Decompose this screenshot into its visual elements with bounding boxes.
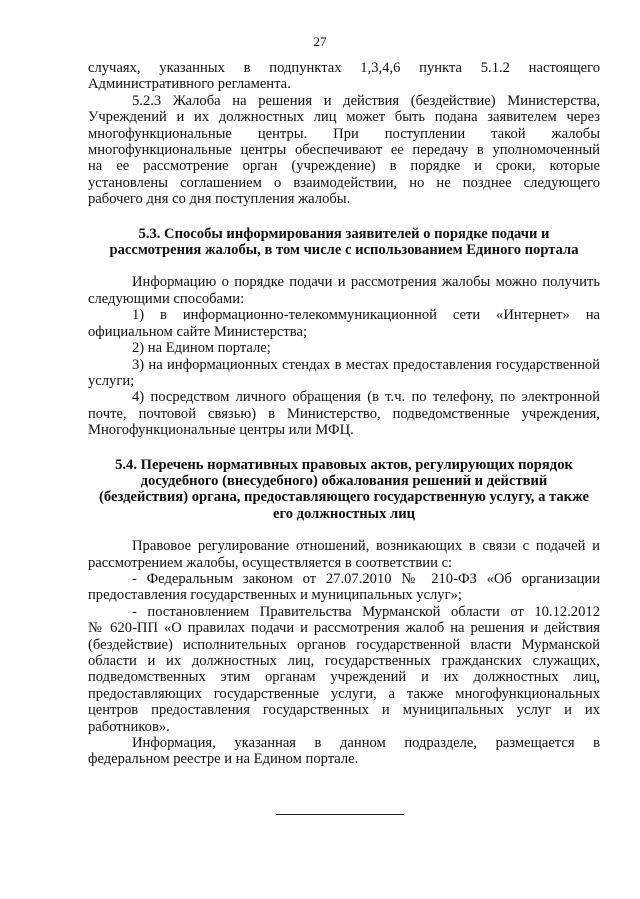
list-item: 2) на Едином портале; <box>132 340 271 357</box>
closing-divider <box>276 814 404 815</box>
section-heading-5-4: его должностных лиц <box>272 505 416 522</box>
text-line: Учреждений и их должностных лиц может быть подана заявителем через <box>88 109 600 126</box>
text-line: № 620-ПП «О правилах подачи и рассмотрения жалоб на решения и действия <box>88 620 600 637</box>
list-item: 1) в информационно-телекоммуникационной сети «Интернет» на <box>132 307 600 324</box>
text-line: Административного регламента. <box>88 76 291 93</box>
text-line: центров предоставления государственных и муниципальных услуг и их <box>88 702 600 719</box>
text-line: федеральном реестре и на Едином портале. <box>88 751 359 768</box>
text-line: работников». <box>88 718 170 735</box>
text-line: почте, почтовой связью) в Министерство, подведомственные учреждения, <box>88 405 600 422</box>
section-heading-5-3: 5.3. Способы информирования заявителей о порядке подачи и <box>138 225 550 242</box>
list-item: - постановлением Правительства Мурманской области от 10.12.2012 <box>132 603 600 620</box>
list-item: 4) посредством личного обращения (в т.ч. по телефону, по электронной <box>132 389 600 406</box>
text-line: подведомственных этим органам учреждений и их должностных лиц, <box>88 669 600 686</box>
text-line: предоставляющих государственные услуги, а также многофункциональных <box>88 685 600 702</box>
list-item: - Федеральным законом от 27.07.2010 № 210-ФЗ «Об организации <box>132 570 600 587</box>
list-item: 3) на информационных стендах в местах предоставления государственной <box>132 356 600 373</box>
text-line: (бездействие) исполнительных органов государственной власти Мурманской <box>88 636 600 653</box>
text-line: официальном сайте Министерства; <box>88 323 308 340</box>
section-heading-5-3: рассмотрения жалобы, в том числе с использованием Единого портала <box>109 242 579 259</box>
page-number: 27 <box>313 34 327 49</box>
text-line: многофункциональные центры. При поступлении такой жалобы <box>88 125 600 142</box>
text-line: Многофункциональные центры или МФЦ. <box>88 422 354 439</box>
section-heading-5-4: 5.4. Перечень нормативных правовых актов, регулирующих порядок <box>115 456 573 473</box>
text-line: установлены соглашением о взаимодействии, но не позднее следующего <box>88 174 600 191</box>
text-line: следующими способами: <box>88 290 245 307</box>
text-line: предоставления государственных и муниципальных услуг»; <box>88 587 462 604</box>
text-line: услуги; <box>88 372 135 389</box>
section-heading-5-4: (бездействия) органа, предоставляющего государственную услугу, а также <box>99 489 589 506</box>
text-line: 5.2.3 Жалоба на решения и действия (бездействие) Министерства, <box>132 92 600 109</box>
text-line: Информация, указанная в данном подразделе, размещается в <box>132 735 600 752</box>
text-line: области и их должностных лиц, государственных гражданских служащих, <box>88 653 600 669</box>
text-line: Правовое регулирование отношений, возникающих в связи с подачей и <box>132 538 600 555</box>
text-line: на ее рассмотрение орган (учреждение) в порядке и сроки, которые <box>88 158 600 175</box>
text-line: Информацию о порядке подачи и рассмотрения жалобы можно получить <box>132 274 600 291</box>
text-line: многофункциональные центры обеспечивают ее передачу в уполномоченный <box>88 142 600 159</box>
section-heading-5-4: досудебного (внесудебного) обжалования решений и действий <box>140 472 548 489</box>
text-line: случаях, указанных в подпунктах 1,3,4,6 пункта 5.1.2 настоящего <box>88 60 600 76</box>
text-line: рассмотрением жалобы, осуществляется в соответствии с: <box>88 554 453 571</box>
text-line: рабочего дня со дня поступления жалобы. <box>88 191 351 208</box>
page-content <box>88 60 600 768</box>
